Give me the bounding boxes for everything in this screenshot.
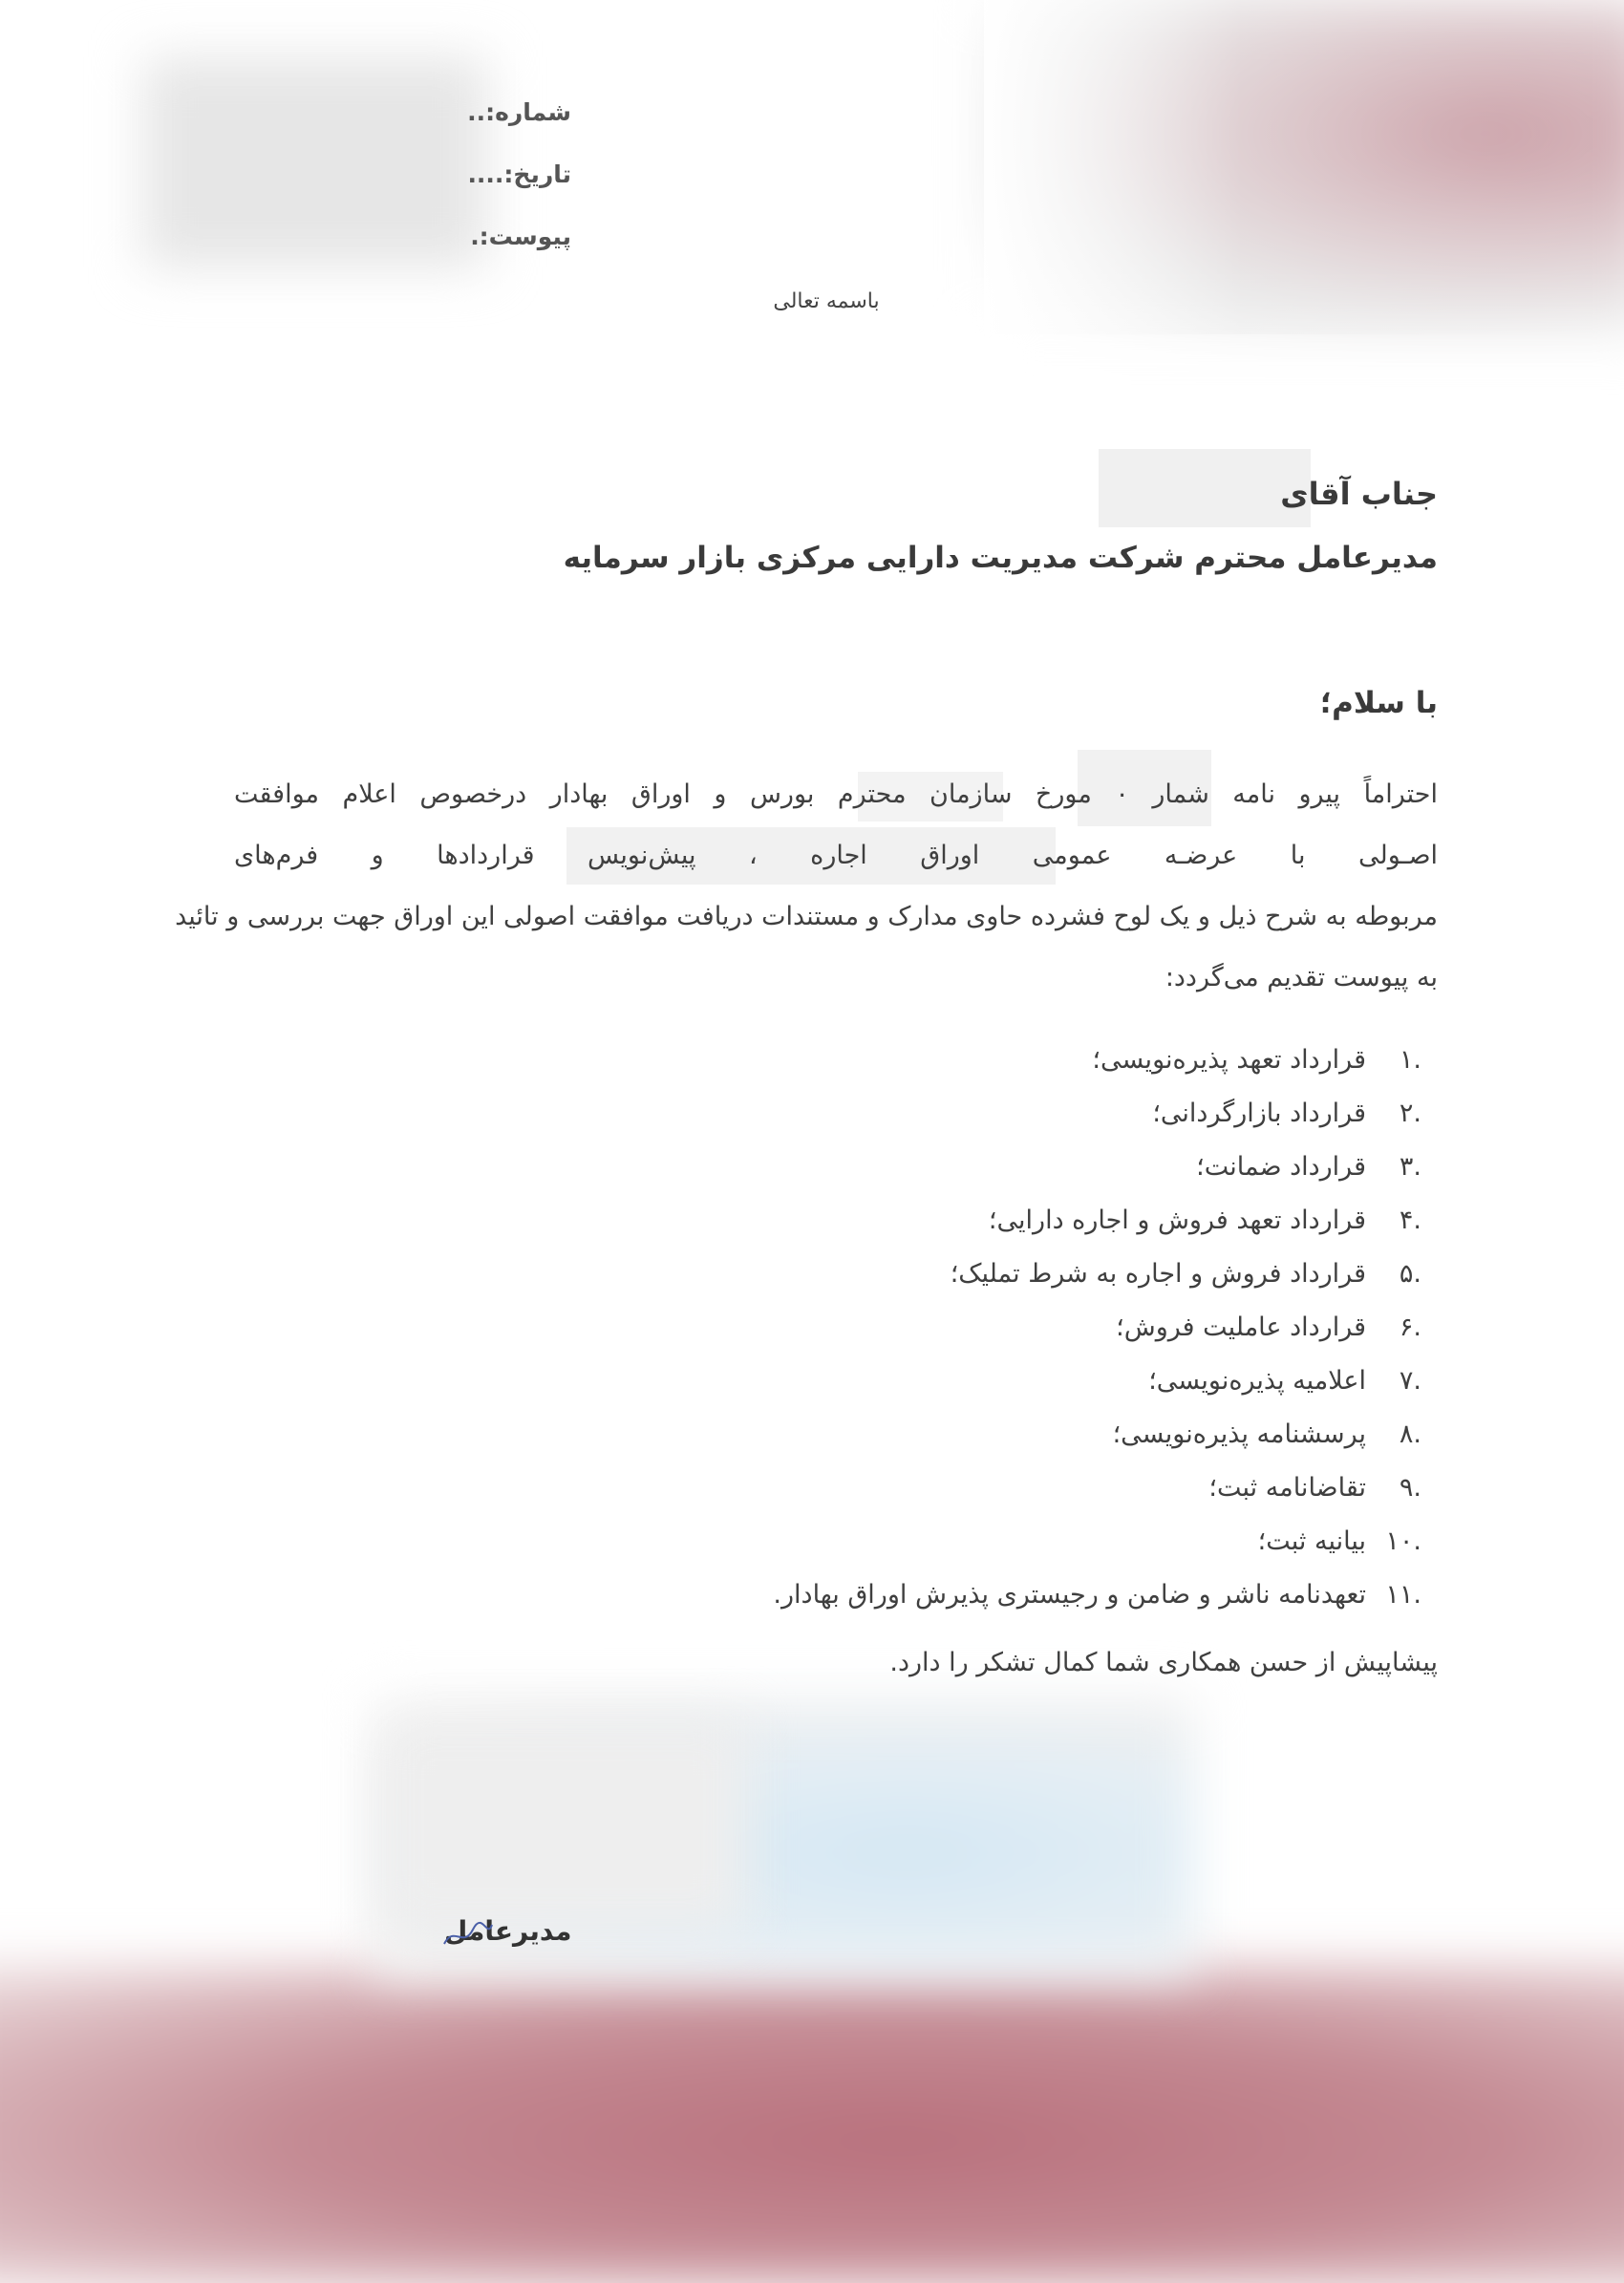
list-number: .۱۰ — [1385, 1526, 1421, 1556]
list-text: قرارداد بازارگردانی؛ — [1152, 1099, 1366, 1128]
list-number: .۵ — [1399, 1259, 1421, 1289]
body-line: مربوطه به شرح ذیل و یک لوح فشرده حاوی مدارک و مستندات دریافت موافقت اصولی این اوراق جهت بررسی و تائید — [175, 902, 1438, 931]
list-number: .۸ — [1399, 1419, 1421, 1449]
list-item — [773, 1087, 1421, 1141]
list-number: .۹ — [1399, 1473, 1421, 1503]
bottom-stamp-blur — [0, 1968, 1624, 2283]
list-number: .۳ — [1399, 1152, 1421, 1182]
list-item — [773, 1515, 1421, 1568]
attachments-list — [773, 1034, 1421, 1622]
list-text: قرارداد ضمانت؛ — [1196, 1152, 1366, 1182]
list-text: تقاضانامه ثبت؛ — [1208, 1473, 1366, 1503]
list-number: .۷ — [1399, 1366, 1421, 1396]
list-item — [773, 1568, 1421, 1622]
recipient-name-redaction — [1099, 449, 1311, 527]
recipient-title: مدیرعامل محترم شرکت مدیریت دارایی مرکزی بازار سرمایه — [563, 541, 1438, 575]
list-text: قرارداد عاملیت فروش؛ — [1116, 1312, 1366, 1342]
list-number: .۱۱ — [1385, 1580, 1421, 1610]
list-number: .۶ — [1399, 1312, 1421, 1342]
date-label: تاریخ:.... — [467, 160, 571, 188]
greeting: با سلام؛ — [1319, 686, 1438, 720]
body-line: احتراماً پیرو نامه شمار ۰ مورخ سازمان محترم بورس و اوراق بهادار درخصوص اعلام موافقت — [234, 779, 1438, 809]
top-grey-band — [984, 0, 1624, 334]
logo-redaction-blur — [143, 57, 487, 267]
number-label: شماره:.. — [467, 98, 571, 126]
list-item — [773, 1141, 1421, 1194]
signature-scribble-icon — [439, 1915, 497, 1953]
list-text: بیانیه ثبت؛ — [1257, 1526, 1366, 1556]
list-item — [773, 1355, 1421, 1408]
bismillah: باسمه تعالی — [773, 289, 880, 313]
signature-title: مدیرعامل — [444, 1915, 572, 1947]
list-item — [773, 1462, 1421, 1515]
attachment-label: پیوست:. — [470, 223, 571, 250]
list-number: .۱ — [1399, 1045, 1421, 1075]
body-line: به پیوست تقدیم می‌گردد: — [1165, 963, 1438, 992]
list-item — [773, 1301, 1421, 1355]
list-number: .۲ — [1399, 1099, 1421, 1128]
list-item — [773, 1194, 1421, 1248]
list-item — [773, 1248, 1421, 1301]
list-text: قرارداد فروش و اجاره به شرط تملیک؛ — [950, 1259, 1366, 1289]
recipient-salutation: جناب آقای — [1280, 476, 1438, 512]
closing-sentence: پیشاپیش از حسن همکاری شما کمال تشکر را دارد. — [889, 1648, 1438, 1677]
body-paragraph — [175, 764, 1438, 1009]
list-text: پرسشنامه پذیره‌نویسی؛ — [1112, 1419, 1366, 1449]
list-text: قرارداد تعهد پذیره‌نویسی؛ — [1092, 1045, 1366, 1075]
list-text: قرارداد تعهد فروش و اجاره دارایی؛ — [988, 1206, 1366, 1235]
signature-grey-blur — [382, 1719, 745, 1930]
list-item — [773, 1034, 1421, 1087]
list-text: تعهدنامه ناشر و ضامن و رجیستری پذیرش اوراق بهادار. — [773, 1580, 1366, 1610]
list-text: اعلامیه پذیره‌نویسی؛ — [1148, 1366, 1366, 1396]
list-number: .۴ — [1399, 1206, 1421, 1235]
list-item — [773, 1408, 1421, 1462]
body-line: اصـولی با عرضـه عمومی اوراق اجاره ، پیش‌نویس قراردادها و فرم‌های — [234, 841, 1438, 870]
